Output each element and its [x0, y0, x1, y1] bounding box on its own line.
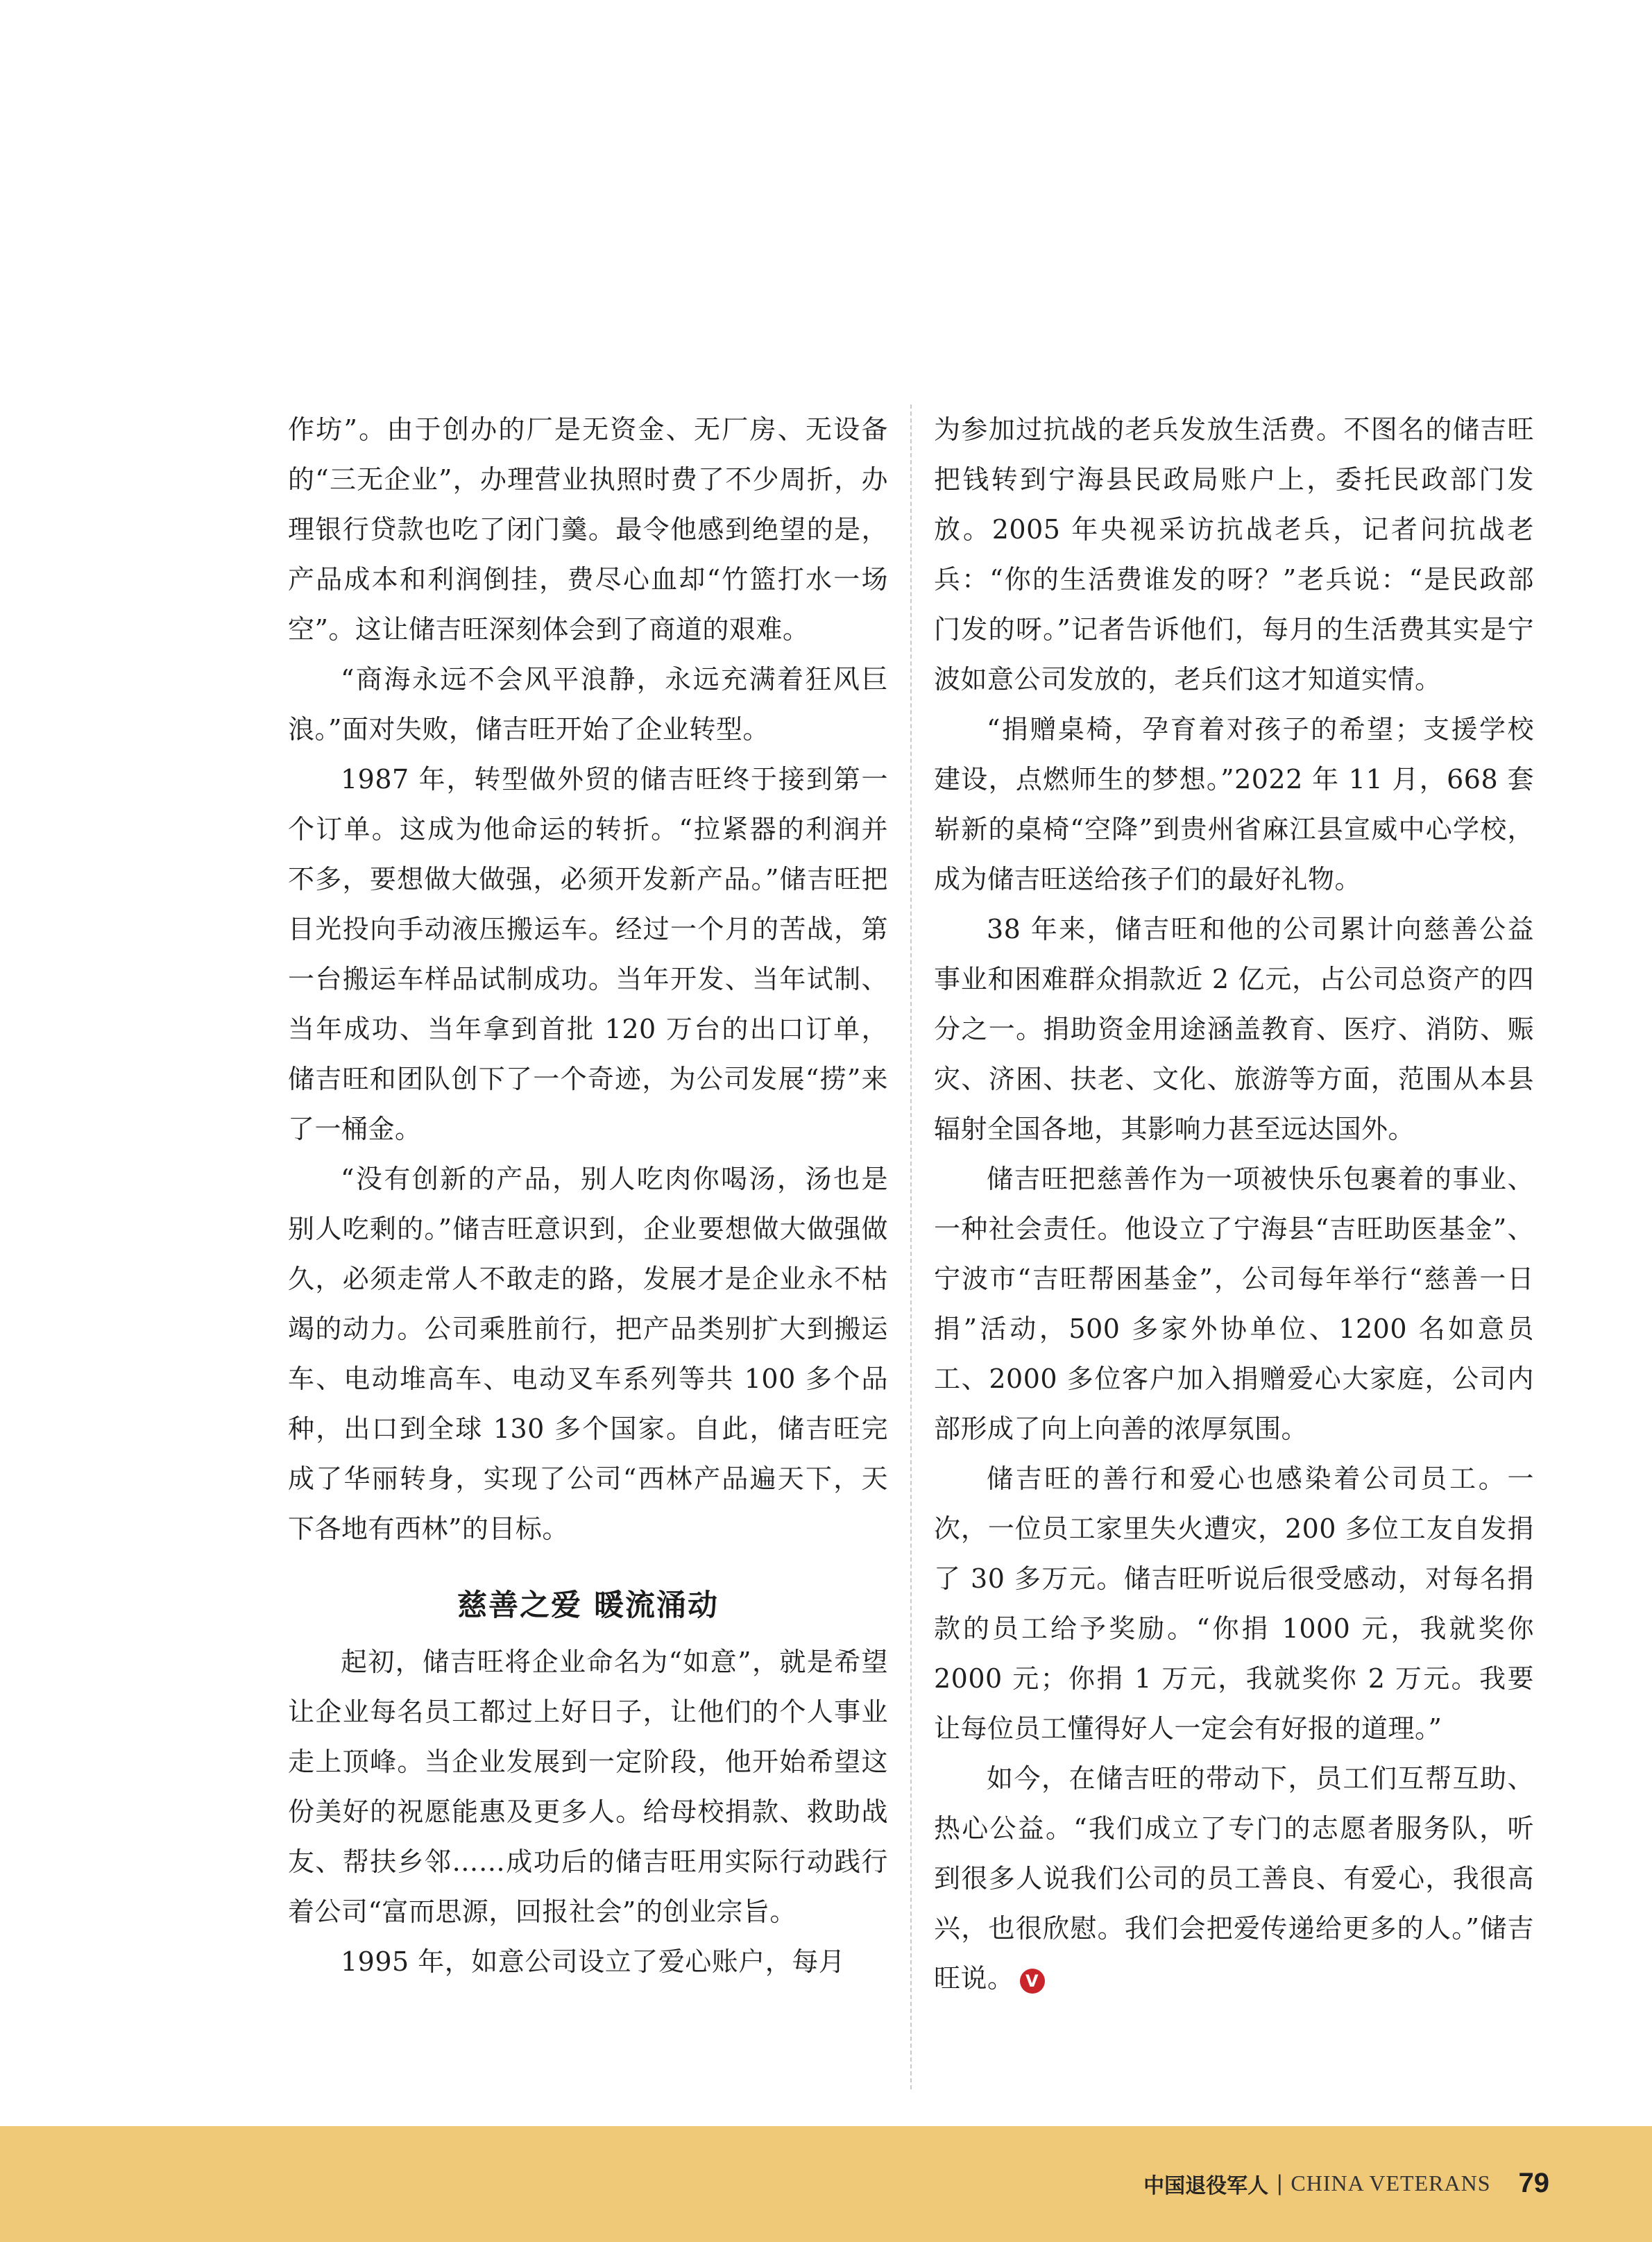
article-column-right — [934, 405, 1534, 2003]
paragraph-final — [934, 1753, 1534, 2003]
footer-line — [1143, 2168, 1549, 2199]
paragraph: 储吉旺的善行和爱心也感染着公司员工。一次，一位员工家里失火遭灾，200 多位工友自发捐了 30 多万元。储吉旺听说后很受感动，对每名捐款的员工给予奖励。“你捐 1000 元，我就奖你 2000 元；你捐 1 万元，我就奖你 2 万元。我要让每位员工懂得好人一定会有好报的道理。” — [934, 1463, 1534, 1744]
footer-separator: | — [1277, 2171, 1283, 2196]
magazine-name-en: CHINA VETERANS — [1291, 2171, 1491, 2196]
page-footer — [0, 2126, 1652, 2242]
page-number: 79 — [1518, 2168, 1549, 2198]
paragraph: “没有创新的产品，别人吃肉你喝汤，汤也是别人吃剩的。”储吉旺意识到，企业要想做大做强做久，必须走常人不敢走的路，发展才是企业永不枯竭的动力。公司乘胜前行，把产品类别扩大到搬运车、电动堆高车、电动叉车系列等共 100 多个品种，出口到全球 130 多个国家。自此，储吉旺完成了华丽转身，实现了公司“西林产品遍天下，天下各地有西林”的目标。 — [288, 1164, 888, 1544]
magazine-name-cn: 中国退役军人 — [1143, 2173, 1269, 2198]
paragraph: 38 年来，储吉旺和他的公司累计向慈善公益事业和困难群众捐款近 2 亿元，占公司总资产的四分之一。捐助资金用途涵盖教育、医疗、消防、赈灾、济困、扶老、文化、旅游等方面，范围从本县辐射全国各地，其影响力甚至远达国外。 — [934, 914, 1534, 1144]
paragraph: 起初，储吉旺将企业命名为“如意”，就是希望让企业每名员工都过上好日子，让他们的个人事业走上顶峰。当企业发展到一定阶段，他开始希望这份美好的祝愿能惠及更多人。给母校捐款、救助战友、帮扶乡邻……成功后的储吉旺用实际行动践行着公司“富而思源，回报社会”的创业宗旨。 — [288, 1647, 888, 1927]
paragraph: 1995 年，如意公司设立了爱心账户，每月 — [341, 1946, 846, 1977]
paragraph: “捐赠桌椅，孕育着对孩子的希望；支援学校建设，点燃师生的梦想。”2022 年 11 月，668 套崭新的桌椅“空降”到贵州省麻江县宣威中心学校，成为储吉旺送给孩子们的最好礼物。 — [934, 714, 1534, 894]
paragraph: 作坊”。由于创办的厂是无资金、无厂房、无设备的“三无企业”，办理营业执照时费了不少周折，办理银行贷款也吃了闭门羹。最令他感到绝望的是，产品成本和利润倒挂，费尽心血却“竹篮打水一场空”。这让储吉旺深刻体会到了商道的艰难。 — [288, 414, 888, 645]
paragraph: “商海永远不会风平浪静，永远充满着狂风巨浪。”面对失败，储吉旺开始了企业转型。 — [288, 664, 888, 745]
column-divider — [910, 405, 912, 2089]
paragraph: 1987 年，转型做外贸的储吉旺终于接到第一个订单。这成为他命运的转折。“拉紧器的利润并不多，要想做大做强，必须开发新产品。”储吉旺把目光投向手动液压搬运车。经过一个月的苦战，第一台搬运车样品试制成功。当年开发、当年试制、当年成功、当年拿到首批 120 万台的出口订单，储吉旺和团队创下了一个奇迹，为公司发展“捞”来了一桶金。 — [288, 764, 888, 1144]
section-heading: 慈善之爱 暖流涌动 — [457, 1588, 719, 1623]
paragraph: 储吉旺把慈善作为一项被快乐包裹着的事业、一种社会责任。他设立了宁海县“吉旺助医基金”、宁波市“吉旺帮困基金”，公司每年举行“慈善一日捐”活动，500 多家外协单位、1200 名如意员工、2000 多位客户加入捐赠爱心大家庭，公司内部形成了向上向善的浓厚氛围。 — [934, 1164, 1534, 1444]
paragraph: 为参加过抗战的老兵发放生活费。不图名的储吉旺把钱转到宁海县民政局账户上，委托民政部门发放。2005 年央视采访抗战老兵，记者问抗战老兵：“你的生活费谁发的呀？”老兵说：“是民政部门发的呀。”记者告诉他们，每月的生活费其实是宁波如意公司发放的，老兵们这才知道实情。 — [934, 414, 1534, 695]
paragraph-text: 如今，在储吉旺的带动下，员工们互帮互助、热心公益。“我们成立了专门的志愿者服务队，听到很多人说我们公司的员工善良、有爱心，我很高兴，也很欣慰。我们会把爱传递给更多的人。”储吉旺说。 — [934, 1763, 1534, 1994]
end-of-article-icon: V — [1020, 1969, 1045, 1994]
article-column-left — [288, 405, 888, 1987]
